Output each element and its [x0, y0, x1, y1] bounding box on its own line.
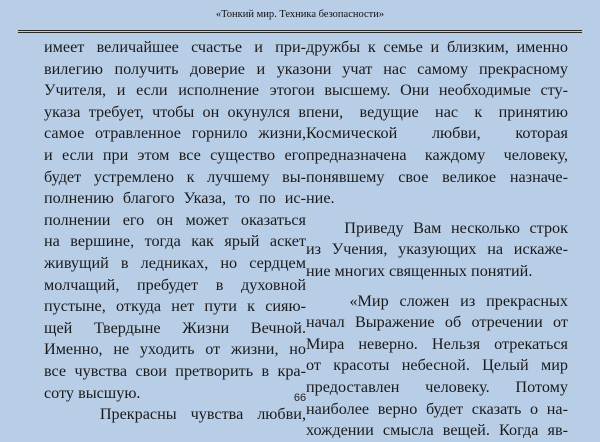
- text-line: указа требует, чтобы он окунулся в: [44, 102, 306, 121]
- text-line: предназначена каждому человеку,: [306, 145, 568, 164]
- text-line: Космической любви, которая: [306, 124, 568, 143]
- text-line: полнению благого Указа, то по ис-: [44, 189, 306, 208]
- text-line: имеет величайшее счастье и при-: [44, 38, 306, 56]
- page-number: 66: [293, 392, 307, 404]
- text-line: соту высшую.: [44, 383, 141, 402]
- text-line: полнении его он может оказаться: [44, 210, 306, 229]
- text-line: все чувства свои претворить в кра-: [44, 361, 306, 380]
- text-line: Именно, не уходить от жизни, но: [44, 340, 306, 359]
- text-line: начал Выражение об отречении от: [306, 313, 568, 332]
- text-line: на вершине, тогда как ярый аскет: [44, 232, 306, 251]
- text-line: Учителя, и если исполнение этого: [44, 81, 306, 100]
- text-line: молчащий, пребудет в духовной: [44, 275, 306, 294]
- text-line: дружбы к семье и близким, именно: [306, 38, 568, 56]
- text-line: Мира неверно. Нельзя отрекаться: [306, 334, 568, 353]
- text-line: предоставлен человеку. Потому: [306, 377, 568, 396]
- text-line: живущий в ледниках, но сердцем: [44, 253, 306, 272]
- header-rule-bottom: [18, 32, 582, 33]
- text-line: и если при этом все существо его: [44, 145, 306, 164]
- text-line: из Учения, указующих на искаже-: [306, 240, 568, 259]
- text-line: от красоты небесной. Целый мир: [306, 356, 568, 375]
- text-line: Прекрасны чувства любви,: [44, 405, 306, 424]
- left-text-column: [44, 37, 306, 426]
- text-line: ние.: [306, 189, 335, 208]
- paragraph-gap: [306, 210, 568, 218]
- text-line: будет устремлено к лучшему вы-: [44, 167, 306, 186]
- right-text-column: [306, 37, 568, 442]
- text-line: вилегию получить доверие и указ: [44, 59, 306, 78]
- text-line: хождении смысла вещей. Когда яв-: [306, 421, 568, 440]
- text-line: самое отравленное горнило жизни,: [44, 124, 306, 143]
- text-line: «Мир сложен из прекрасных: [306, 291, 568, 310]
- text-line: пени, ведущие нас к принятию: [306, 102, 568, 121]
- paragraph-gap: [306, 283, 568, 291]
- text-line: наиболее верно будет сказать о на-: [306, 399, 568, 418]
- running-header: «Тонкий мир. Техника безопасности»: [215, 9, 385, 20]
- text-line: ние многих священных понятий.: [306, 261, 533, 280]
- text-line: Приведу Вам несколько строк: [306, 218, 568, 237]
- text-line: щей Твердыне Жизни Вечной.: [44, 318, 306, 337]
- text-line: понявшему свое великое назначе-: [306, 167, 568, 186]
- text-line: пустыне, откуда нет пути к сияю-: [44, 297, 306, 316]
- header-rule-top: [18, 30, 582, 31]
- text-line: они учат нас самому прекрасному: [306, 59, 568, 78]
- text-line: и высшему. Они необходимые сту-: [306, 81, 568, 100]
